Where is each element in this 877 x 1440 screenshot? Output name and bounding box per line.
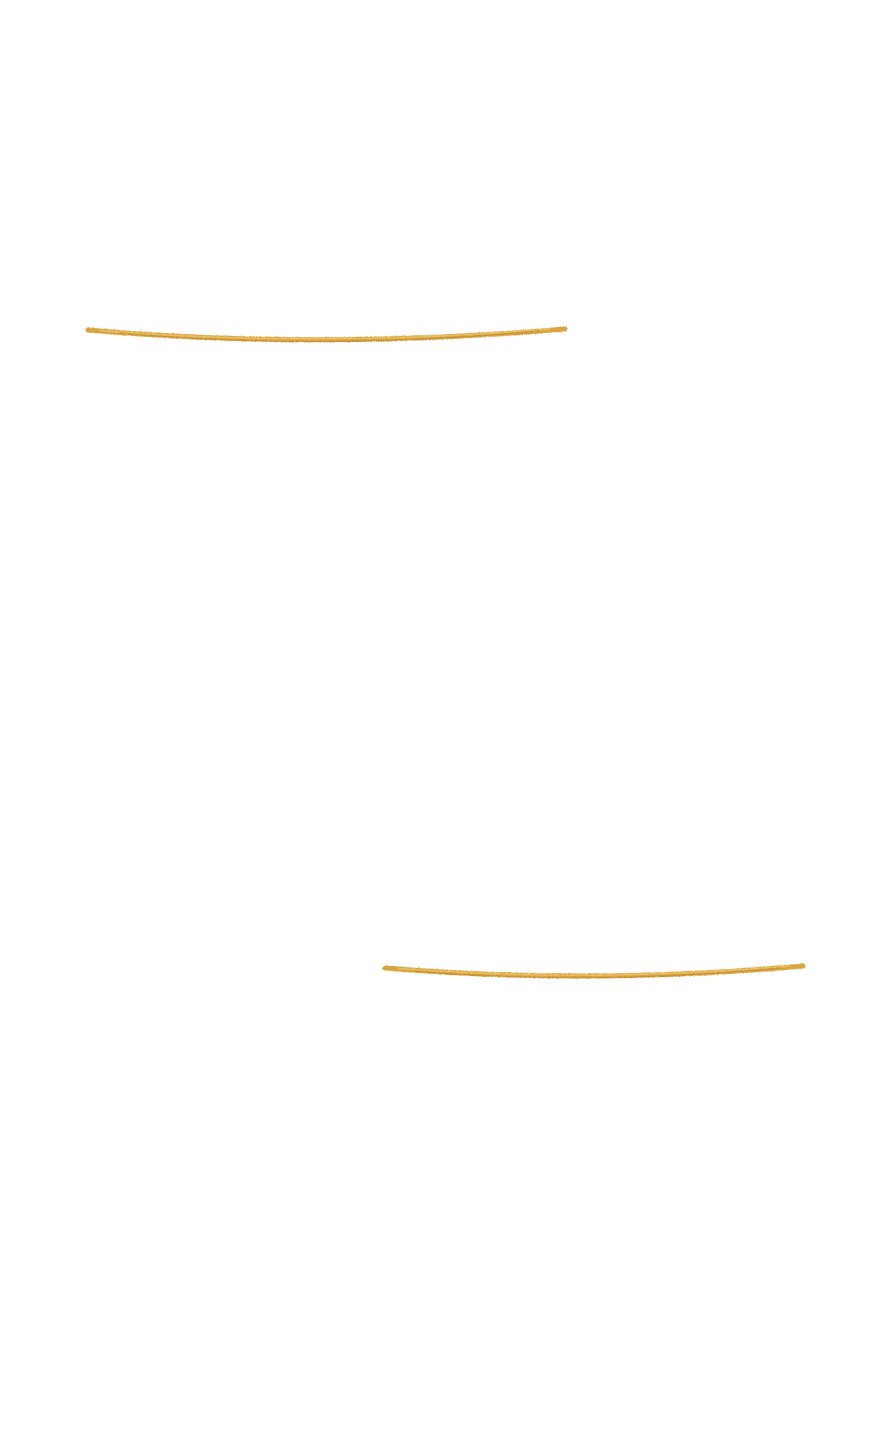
gold-brush-stroke-divider-icon [385,966,803,978]
gold-brush-stroke-divider-icon [88,329,565,342]
